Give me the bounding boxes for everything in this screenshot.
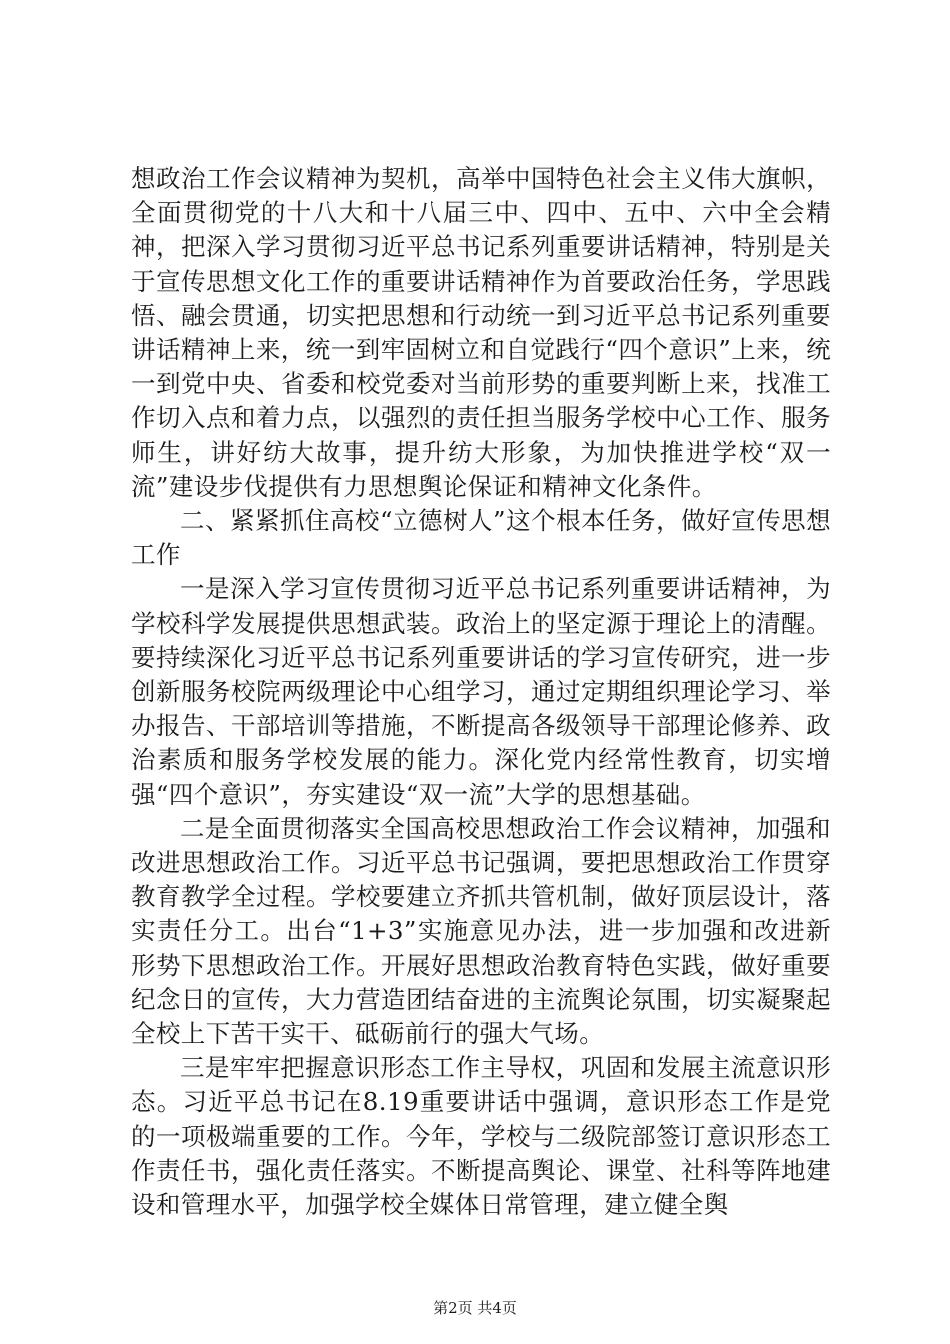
document-body: [131, 162, 831, 1222]
paragraph-point-two: 二是全面贯彻落实全国高校思想政治工作会议精神，加强和改进思想政治工作。习近平总书记强调，要把思想政治工作贯穿教育教学全过程。学校要建立齐抓共管机制，做好顶层设计，落实责任分工。出台“1+3”实施意见办法，进一步加强和改进新形势下思想政治工作。开展好思想政治教育特色实践，做好重要纪念日的宣传，大力营造团结奋进的主流舆论氛围，切实凝聚起全校上下苦干实干、砥砺前行的强大气场。: [131, 813, 831, 1049]
paragraph-continuation: 想政治工作会议精神为契机，高举中国特色社会主义伟大旗帜，全面贯彻党的十八大和十八届三中、四中、五中、六中全会精神，把深入学习贯彻习近平总书记系列重要讲话精神，特别是关于宣传思想文化工作的重要讲话精神作为首要政治任务，学思践悟、融会贯通，切实把思想和行动统一到习近平总书记系列重要讲话精神上来，统一到牢固树立和自觉践行“四个意识”上来，统一到党中央、省委和校党委对当前形势的重要判断上来，找准工作切入点和着力点，以强烈的责任担当服务学校中心工作、服务师生，讲好纺大故事，提升纺大形象，为加快推进学校“双一流”建设步伐提供有力思想舆论保证和精神文化条件。: [131, 164, 831, 501]
page-number-footer: 第2页 共4页: [433, 1299, 517, 1317]
section-heading-two: 二、紧紧抓住高校“立德树人”这个根本任务，做好宣传思想工作: [131, 506, 831, 570]
paragraph-point-three: 三是牢牢把握意识形态工作主导权，巩固和发展主流意识形态。习近平总书记在8.19重要讲话中强调，意识形态工作是党的一项极端重要的工作。今年，学校与二级院部签订意识形态工作责任书，强化责任落实。不断提高舆论、课堂、社科等阵地建设和管理水平，加强学校全媒体日常管理，建立健全舆: [131, 1053, 831, 1220]
paragraph-point-one: 一是深入学习宣传贯彻习近平总书记系列重要讲话精神，为学校科学发展提供思想武装。政治上的坚定源于理论上的清醒。要持续深化习近平总书记系列重要讲话的学习宣传研究，进一步创新服务校院两级理论中心组学习，通过定期组织理论学习、举办报告、干部培训等措施，不断提高各级领导干部理论修养、政治素质和服务学校发展的能力。深化党内经常性教育，切实增强“四个意识”，夯实建设“双一流”大学的思想基础。: [131, 574, 831, 809]
